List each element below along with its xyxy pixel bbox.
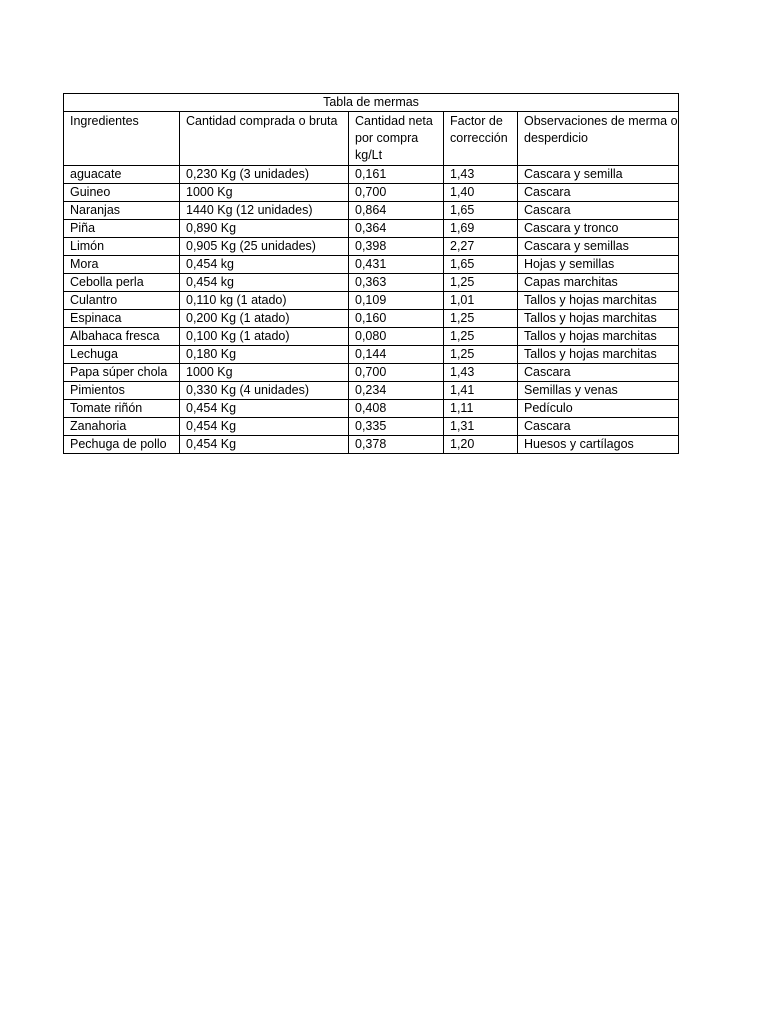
table-row [64,220,679,238]
cell-ingrediente: Papa súper chola [64,364,180,382]
cell-ingrediente: aguacate [64,166,180,184]
cell-factor: 1,25 [444,274,518,292]
cell-cantidad-bruta: 0,454 Kg [180,418,349,436]
cell-ingrediente: Cebolla perla [64,274,180,292]
cell-observacion: Cascara [518,202,679,220]
cell-ingrediente: Guineo [64,184,180,202]
cell-ingrediente: Zanahoria [64,418,180,436]
cell-observacion: Huesos y cartílagos [518,436,679,454]
cell-cantidad-bruta: 0,454 kg [180,256,349,274]
cell-factor: 1,01 [444,292,518,310]
cell-factor: 1,20 [444,436,518,454]
cell-observacion: Cascara y semillas [518,238,679,256]
cell-observacion: Hojas y semillas [518,256,679,274]
cell-ingrediente: Piña [64,220,180,238]
table-row [64,418,679,436]
table-row [64,202,679,220]
cell-cantidad-neta: 0,161 [349,166,444,184]
cell-cantidad-neta: 0,364 [349,220,444,238]
cell-factor: 1,40 [444,184,518,202]
cell-observacion: Capas marchitas [518,274,679,292]
cell-ingrediente: Culantro [64,292,180,310]
cell-cantidad-bruta: 0,180 Kg [180,346,349,364]
cell-observacion: Cascara y tronco [518,220,679,238]
cell-ingrediente: Albahaca fresca [64,328,180,346]
table-row [64,346,679,364]
cell-observacion: Tallos y hojas marchitas [518,292,679,310]
cell-factor: 1,25 [444,346,518,364]
cell-cantidad-bruta: 0,454 Kg [180,436,349,454]
table-row [64,274,679,292]
header-cantidad-neta: Cantidad neta por compra kg/Lt [349,112,444,166]
cell-cantidad-bruta: 0,454 kg [180,274,349,292]
cell-cantidad-neta: 0,398 [349,238,444,256]
table-row [64,310,679,328]
cell-cantidad-bruta: 1000 Kg [180,184,349,202]
cell-factor: 1,65 [444,256,518,274]
cell-observacion: Tallos y hojas marchitas [518,346,679,364]
cell-cantidad-neta: 0,234 [349,382,444,400]
cell-cantidad-neta: 0,700 [349,184,444,202]
cell-observacion: Cascara [518,418,679,436]
table-row [64,364,679,382]
cell-cantidad-bruta: 0,200 Kg (1 atado) [180,310,349,328]
cell-factor: 1,25 [444,328,518,346]
cell-observacion: Pedículo [518,400,679,418]
cell-factor: 2,27 [444,238,518,256]
cell-ingrediente: Tomate riñón [64,400,180,418]
cell-ingrediente: Espinaca [64,310,180,328]
header-observaciones: Observaciones de merma o desperdicio [518,112,679,166]
cell-cantidad-bruta: 1000 Kg [180,364,349,382]
cell-factor: 1,31 [444,418,518,436]
cell-observacion: Cascara y semilla [518,166,679,184]
cell-factor: 1,43 [444,364,518,382]
header-cantidad-bruta: Cantidad comprada o bruta [180,112,349,166]
cell-ingrediente: Lechuga [64,346,180,364]
cell-cantidad-neta: 0,160 [349,310,444,328]
table-row [64,184,679,202]
title-row [64,94,679,112]
cell-factor: 1,43 [444,166,518,184]
cell-cantidad-neta: 0,109 [349,292,444,310]
cell-cantidad-bruta: 0,110 kg (1 atado) [180,292,349,310]
cell-ingrediente: Mora [64,256,180,274]
cell-factor: 1,25 [444,310,518,328]
cell-ingrediente: Pimientos [64,382,180,400]
cell-cantidad-neta: 0,408 [349,400,444,418]
cell-cantidad-bruta: 0,100 Kg (1 atado) [180,328,349,346]
cell-cantidad-neta: 0,363 [349,274,444,292]
table-row [64,382,679,400]
table-row [64,436,679,454]
cell-factor: 1,65 [444,202,518,220]
cell-observacion: Semillas y venas [518,382,679,400]
table-row [64,292,679,310]
cell-observacion: Cascara [518,184,679,202]
cell-observacion: Tallos y hojas marchitas [518,328,679,346]
header-ingredientes: Ingredientes [64,112,180,166]
cell-cantidad-neta: 0,431 [349,256,444,274]
cell-cantidad-neta: 0,080 [349,328,444,346]
table-row [64,166,679,184]
cell-factor: 1,11 [444,400,518,418]
cell-cantidad-neta: 0,144 [349,346,444,364]
cell-cantidad-neta: 0,378 [349,436,444,454]
cell-cantidad-neta: 0,700 [349,364,444,382]
cell-observacion: Cascara [518,364,679,382]
cell-cantidad-bruta: 0,330 Kg (4 unidades) [180,382,349,400]
cell-cantidad-neta: 0,335 [349,418,444,436]
cell-cantidad-bruta: 0,230 Kg (3 unidades) [180,166,349,184]
cell-ingrediente: Limón [64,238,180,256]
cell-cantidad-bruta: 1440 Kg (12 unidades) [180,202,349,220]
mermas-table [63,93,679,454]
table-row [64,256,679,274]
cell-cantidad-bruta: 0,890 Kg [180,220,349,238]
table-row [64,400,679,418]
header-row [64,112,679,166]
cell-factor: 1,41 [444,382,518,400]
table-title: Tabla de mermas [64,94,679,112]
cell-cantidad-bruta: 0,454 Kg [180,400,349,418]
cell-ingrediente: Naranjas [64,202,180,220]
cell-observacion: Tallos y hojas marchitas [518,310,679,328]
cell-factor: 1,69 [444,220,518,238]
cell-ingrediente: Pechuga de pollo [64,436,180,454]
table-row [64,328,679,346]
table-row [64,238,679,256]
header-factor-correccion: Factor de corrección [444,112,518,166]
cell-cantidad-bruta: 0,905 Kg (25 unidades) [180,238,349,256]
cell-cantidad-neta: 0,864 [349,202,444,220]
